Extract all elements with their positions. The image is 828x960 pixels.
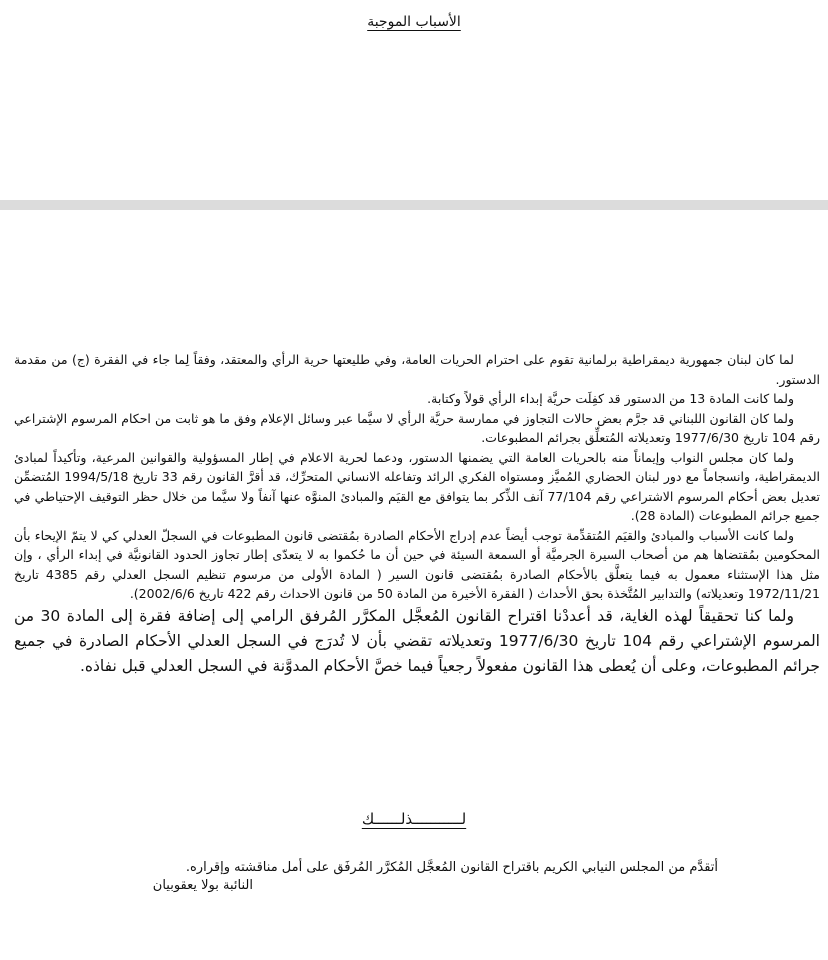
paragraph-3: ولما كان القانون اللبناني قد جرَّم بعض حالات التجاوز في ممارسة حريَّة الرأي لا سيَّما عبر وسائل الإعلام وفق ما هو ثابت من احكام المرسوم الإشتراعي رقم 104 تاريخ 1977/6/30 وتعديلاته المُتعلِّق بجرائم المطبوعات. (14, 410, 820, 445)
page-separator (0, 200, 828, 210)
document-body (14, 350, 820, 679)
signature: النائبة بولا يعقوبيان (152, 878, 253, 893)
document-title (0, 14, 828, 30)
closing-heading (0, 810, 828, 828)
submission-statement: أتقدَّم من المجلس النيابي الكريم باقتراح القانون المُعجَّل المُكرَّر المُرفَق على أمل مناقشته وإقراره. (185, 860, 718, 875)
paragraph-6: ولما كنا تحقيقاً لهذه الغاية، قد أعددْنا اقتراح القانون المُعجَّل المكرَّر المُرفق الرامي إلى إضافة فقرة إلى المادة 30 من المرسوم الإشتراعي رقم 104 تاريخ 1977/6/30 وتعديلاته تقضي بأن لا تُدرَج في السجل العدلي الأحكام الصادرة في جميع جرائم المطبوعات، وعلى أن يُعطى هذا القانون مفعولاً رجعياً فيما خصَّ الأحكام المدوَّنة في السجل العدلي قبل نفاذه. (14, 606, 820, 675)
document-page (0, 210, 828, 960)
paragraph-5: ولما كانت الأسباب والمبادئ والقيَم المُتقدِّمة توجب أيضاً عدم إدراج الأحكام الصادرة بمُقتضى قانون المطبوعات في السجلّ العدلي كي لا يتمّ الإيحاء بأن المحكومين بمُقتضاها هم من أصحاب السيرة الجرميَّة أو السمعة السيئة في حين أن ما حُكموا به لا يتعدّى إطار تجاوز الحدود القانونيَّة في إبداء الرأي ، وإن مثل هذا الإستثناء معمول به فيما يتعلَّق بالأحكام الصادرة بمُقتضى قانون السير ( المادة الأولى من مرسوم تنظيم السجل العدلي رقم 4385 تاريخ 1972/11/21 وتعديلاته) والتدابير المُتَّخذة بحق الأحداث ( الفقرة الأخيرة من المادة 50 من قانون الاحداث رقم 422 تاريخ 2002/6/6). (14, 527, 820, 601)
closing-heading-text: لـــــــــــذلــــــك (361, 810, 467, 828)
page-top (0, 0, 828, 200)
paragraph-1: لما كان لبنان جمهورية ديمقراطية برلمانية تقوم على احترام الحريات العامة، وفي طليعتها حرية الرأي والمعتقد، وفقاً لِما جاء في الفقرة (ج) من مقدمة الدستور. (14, 352, 820, 387)
paragraph-2: ولما كانت المادة 13 من الدستور قد كفِلَت حريَّة إبداء الرأي قولاً وكتابة. (427, 391, 794, 406)
document-title-text: الأسباب الموجبة (367, 14, 461, 30)
paragraph-4: ولما كان مجلس النواب وإيماناً منه بالحريات العامة التي يضمنها الدستور، ودعما لحرية الاعلام في إطار المسؤولية والقوانين المرعية، وتأكيداً لمبادئ الديمقراطية، وانسجاماً مع دور لبنان الحضاري المُميَّز ومستواه الفكري الرائد وتفاعله الانساني المتحرِّك، قد أقرَّ القانون رقم 33 تاريخ 1994/5/18 المُتضمِّن تعديل بعض أحكام المرسوم الاشتراعي رقم 77/104 آنف الذِّكر بما يتوافق مع القيَم والمبادئ المنوَّه عنها آنفاً ولا سيَّما من خلال حظر التوقيف الإحتياطي في جميع جرائم المطبوعات (المادة 28). (14, 449, 820, 523)
